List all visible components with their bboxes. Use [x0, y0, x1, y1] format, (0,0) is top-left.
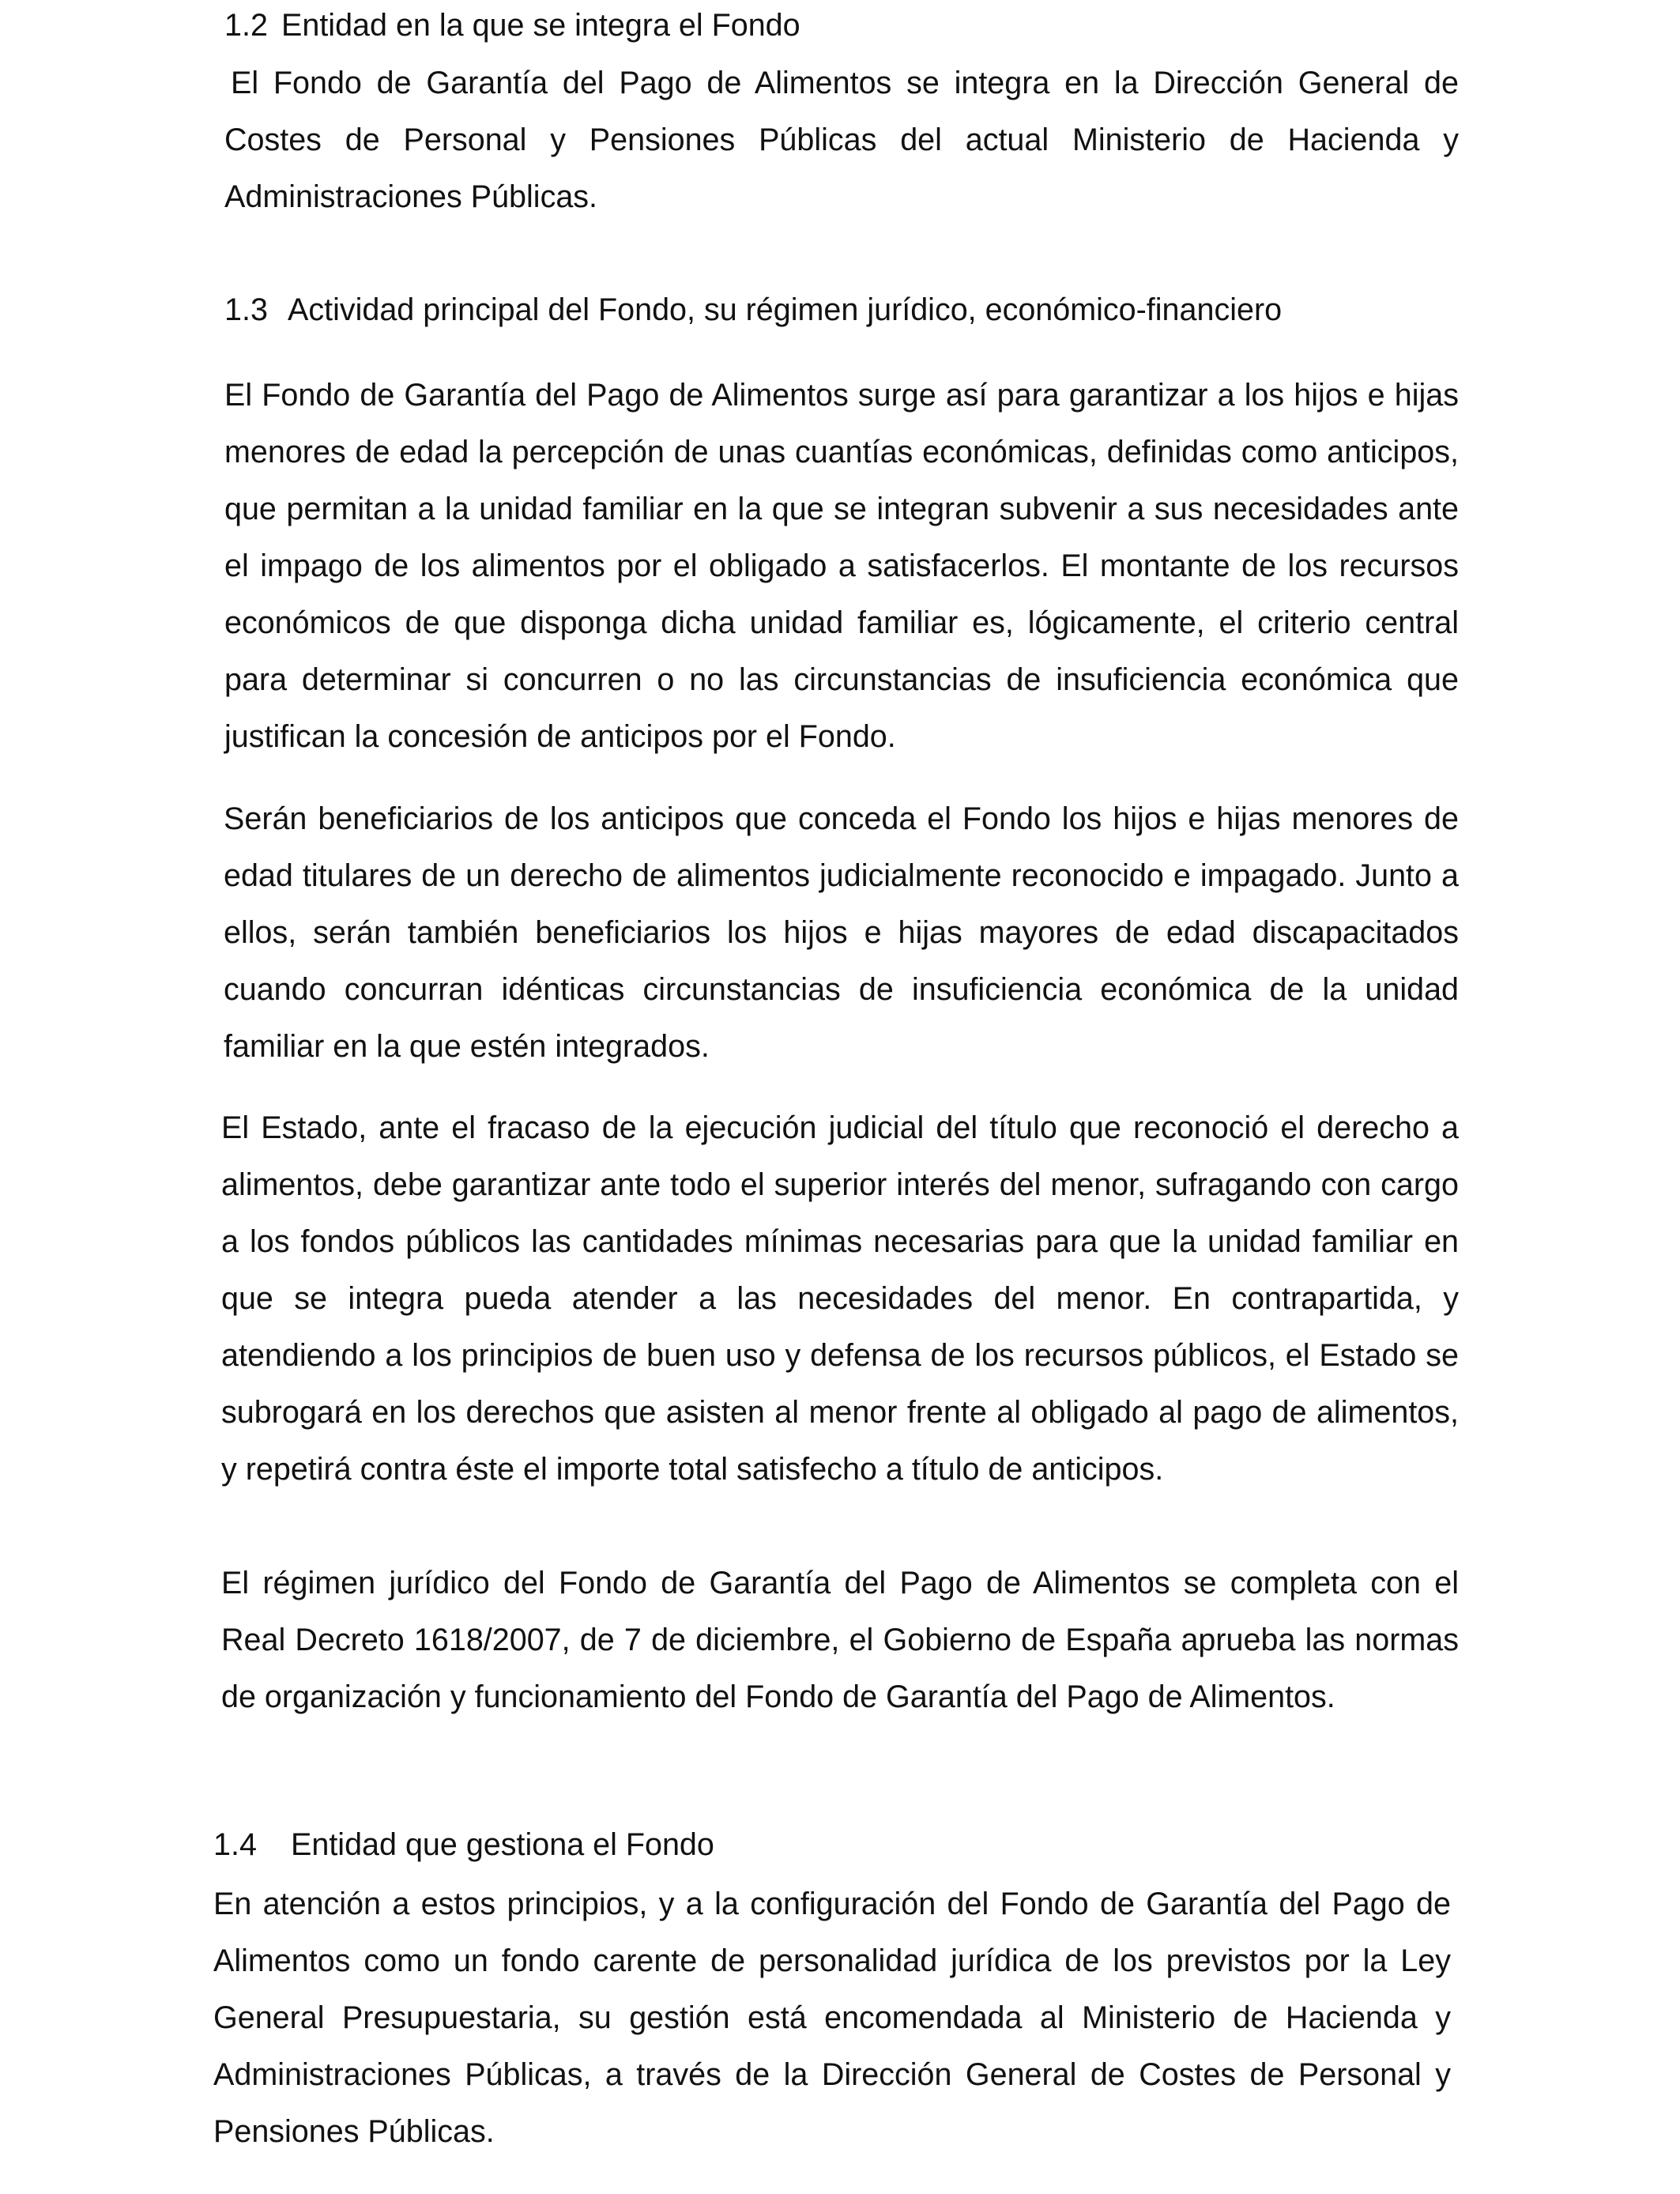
section-number: 1.3	[224, 292, 268, 327]
section-number: 1.2	[224, 8, 268, 43]
paragraph: El Fondo de Garantía del Pago de Alimentos se integra en la Dirección General de Costes de Personal y Pensiones Públicas del actual Ministerio de Hacienda y Administraciones Públicas.	[224, 66, 1459, 214]
paragraph: El Fondo de Garantía del Pago de Alimentos surge así para garantizar a los hijos e hijas menores de edad la percepción de unas cuantías económicas, definidas como anticipos, que permitan a la unidad familiar en la que se integran subvenir a sus necesidades ante el impago de los alimentos por el obligado a satisfacerlos. El montante de los recursos económicos de que disponga dicha unidad familiar es, lógicamente, el criterio central para determinar si concurren o no las circunstancias de insuficiencia económica que justifican la concesión de anticipos por el Fondo.	[224, 378, 1459, 754]
section-title: Entidad que gestiona el Fondo	[291, 1827, 714, 1862]
paragraph: En atención a estos principios, y a la configuración del Fondo de Garantía del Pago de Alimentos como un fondo carente de personalidad jurídica de los previstos por la Ley General Presupuestaria, su gestión está encomendada al Ministerio de Hacienda y Administraciones Públicas, a través de la Dirección General de Costes de Personal y Pensiones Públicas.	[213, 1887, 1451, 2149]
section-title: Entidad en la que se integra el Fondo	[281, 8, 800, 43]
paragraph: Serán beneficiarios de los anticipos que conceda el Fondo los hijos e hijas menores de edad titulares de un derecho de alimentos judicialmente reconocido e impagado. Junto a ellos, serán también beneficiarios los hijos e hijas mayores de edad discapacitados cuando concurran idénticas circunstancias de insuficiencia económica de la unidad familiar en la que estén integrados.	[224, 801, 1459, 1064]
section-number: 1.4	[213, 1827, 257, 1862]
section-title: Actividad principal del Fondo, su régimen jurídico, económico-financiero	[288, 292, 1283, 327]
paragraph: El Estado, ante el fracaso de la ejecución judicial del título que reconoció el derecho a alimentos, debe garantizar ante todo el superior interés del menor, sufragando con cargo a los fondos públicos las cantidades mínimas necesarias para que la unidad familiar en que se integra pueda atender a las necesidades del menor. En contrapartida, y atendiendo a los principios de buen uso y defensa de los recursos públicos, el Estado se subrogará en los derechos que asisten al menor frente al obligado al pago de alimentos, y repetirá contra éste el importe total satisfecho a título de anticipos.	[221, 1110, 1459, 1487]
section-heading-1-2	[224, 0, 800, 54]
section-heading-1-4	[213, 1816, 714, 1873]
section-heading-1-3	[224, 281, 1282, 338]
paragraph: El régimen jurídico del Fondo de Garantía del Pago de Alimentos se completa con el Real Decreto 1618/2007, de 7 de diciembre, el Gobierno de España aprueba las normas de organización y funcionamiento del Fondo de Garantía del Pago de Alimentos.	[221, 1566, 1459, 1714]
